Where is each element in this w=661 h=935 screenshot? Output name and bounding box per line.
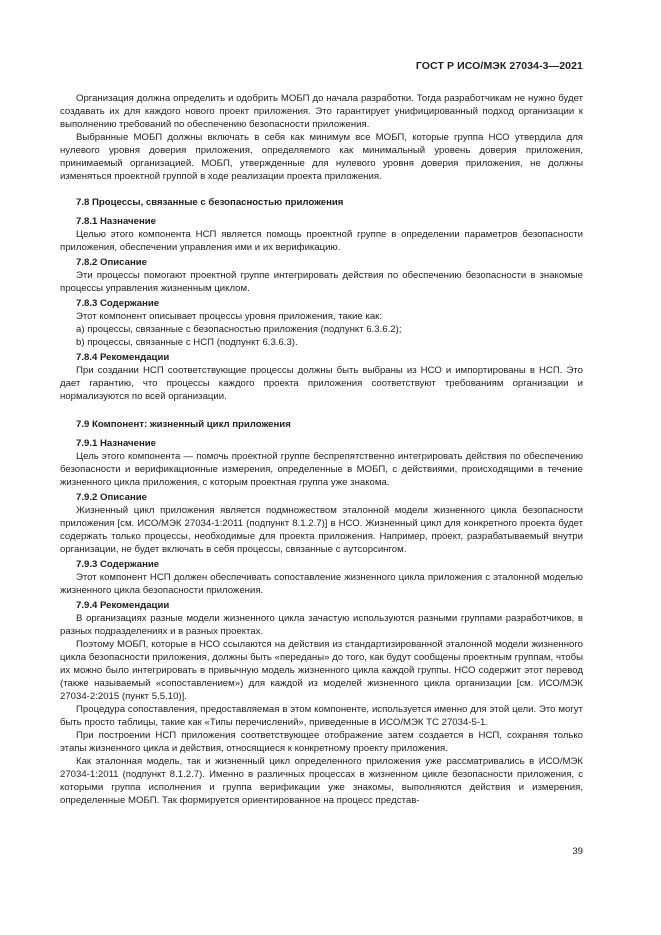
paragraph: Цель этого компонента — помочь проектной группе беспрепятственно интегрировать действия по обеспечению безопасности и верификационные измерения, определенные в МОБП, с действиями, происходящими в течение жизненного цикла приложения, с которым проектная группа уже знакома.	[60, 451, 583, 488]
list-item: a) процессы, связанные с безопасностью приложения (подпункт 6.3.6.2);	[76, 324, 402, 335]
subsection-heading-7-9-4: 7.9.4 Рекомендации	[76, 600, 170, 611]
paragraph: Выбранные МОБП должны включать в себя как минимум все МОБП, которые группа НСО утвердила для нулевого уровня доверия приложения, определяемого как минимальный уровень доверия приложения, принимаемый организацией. МОБП, утвержденные для нулевого уровня доверия приложения, не должны изменяться проектной группой в ходе реализации проекта приложения.	[60, 132, 583, 182]
subsection-heading-7-8-3: 7.8.3 Содержание	[76, 298, 160, 309]
section-heading-7-8: 7.8 Процессы, связанные с безопасностью приложения	[76, 197, 344, 208]
paragraph: Этот компонент описывает процессы уровня приложения, такие как:	[76, 311, 383, 322]
subsection-heading-7-8-2: 7.8.2 Описание	[76, 257, 147, 268]
list-item: b) процессы, связанные с НСП (подпункт 6.3.6.3).	[76, 337, 298, 348]
subsection-heading-7-9-3: 7.9.3 Содержание	[76, 559, 160, 570]
paragraph: Эти процессы помогают проектной группе интегрировать действия по обеспечению безопасности в знакомые процессы управления жизненным циклом.	[60, 270, 583, 294]
paragraph: При создании НСП соответствующие процессы должны быть выбраны из НСО и импортированы в НСП. Это дает гарантию, что процессы каждого проекта приложения соответствуют требованиям организации и нормализуются по всей организации.	[60, 365, 583, 402]
paragraph: Этот компонент НСП должен обеспечивать сопоставление жизненного цикла приложения с эталонной моделью жизненного цикла безопасности приложения.	[60, 572, 583, 596]
paragraph: Организация должна определить и одобрить МОБП до начала разработки. Тогда разработчикам не нужно будет создавать их для каждого нового проект приложения. Это гарантирует унифицированный подход организации к выполнению требований по обеспечению безопасности приложения.	[60, 93, 583, 130]
paragraph: Целью этого компонента НСП является помощь проектной группе в определении параметров безопасности приложения, обеспечении управления ими и их верификацию.	[60, 229, 583, 253]
paragraph: При построении НСП приложения соответствующее отображение затем создается в НСП, сохраняя только этапы жизненного цикла и действия, относящиеся к конкретному проекту приложения.	[60, 730, 583, 754]
paragraph: Поэтому МОБП, которые в НСО ссылаются на действия из стандартизированной эталонной модели жизненного цикла безопасности приложения, должны быть «переданы» до того, как будут сообщены проектным группам, чтобы их можно было интегрировать в привычную модель жизненного цикла каждой группы. НСО содержит этот перевод (также называемый «сопоставлением») для каждой из моделей жизненного цикла организации [см. ИСО/МЭК 27034-2:2015 (пункт 5.5.10)].	[60, 639, 583, 702]
page-number: 39	[572, 846, 583, 857]
paragraph: Жизненный цикл приложения является подмножеством эталонной модели жизненного цикла безопасности приложения [см. ИСО/МЭК 27034-1:2011 (подпункт 8.1.2.7)] в НСО. Жизненный цикл для конкретного проекта будет содержать только процессы, необходимые для проекта приложения. Например, проект, разрабатываемый внутри организации, не будет включать в себя процессы, связанные с аутсорсингом.	[60, 505, 583, 555]
subsection-heading-7-9-1: 7.9.1 Назначение	[76, 438, 156, 449]
subsection-heading-7-8-1: 7.8.1 Назначение	[76, 216, 156, 227]
paragraph: Процедура сопоставления, предоставляемая в этом компоненте, используется именно для этой цели. Это могут быть просто таблицы, такие как «Типы перечислений», приведенные в ИСО/МЭК ТС 27034-5-1.	[60, 704, 583, 728]
paragraph: Как эталонная модель, так и жизненный цикл определенного приложения уже рассматривались в ИСО/МЭК 27034-1:2011 (подпункт 8.1.2.7). Именно в различных процессах в жизненном цикле безопасности приложения, с которыми группа исполнения и группа верификации уже знакомы, выполняются действия и измерения, определенные МОБП. Так формируется ориентированное на процесс представ-	[60, 756, 583, 806]
section-heading-7-9: 7.9 Компонент: жизненный цикл приложения	[76, 419, 291, 430]
document-header: ГОСТ Р ИСО/МЭК 27034-3—2021	[415, 60, 583, 72]
subsection-heading-7-8-4: 7.8.4 Рекомендации	[76, 352, 170, 363]
paragraph: В организациях разные модели жизненного цикла зачастую используются разными группами разработчиков, в разных подразделениях и в разных проектах.	[60, 613, 583, 637]
document-body	[60, 92, 583, 807]
subsection-heading-7-9-2: 7.9.2 Описание	[76, 492, 147, 503]
